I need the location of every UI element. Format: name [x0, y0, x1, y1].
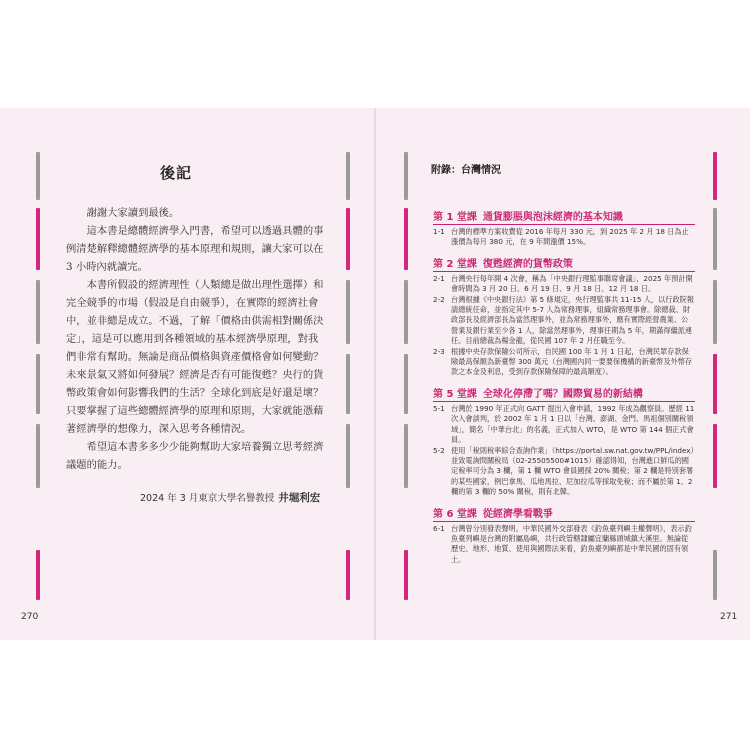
lesson-label: 第 1 堂課: [433, 212, 477, 223]
margin-marker: [346, 152, 350, 200]
section-title: 通貨膨脹與泡沫經濟的基本知識: [482, 212, 623, 223]
margin-marker: [404, 152, 408, 200]
section-heading: [433, 385, 695, 402]
note-item: [433, 404, 695, 446]
signature-name: 井堀利宏: [278, 492, 321, 504]
note-number: 2-1: [433, 273, 445, 283]
note-item: [433, 347, 695, 378]
margin-marker: [36, 550, 40, 600]
afterword-paragraph: 希望這本書多多少少能夠幫助大家培養獨立思考經濟議題的能力。: [66, 441, 324, 471]
note-text: 使用「稅則稅率綜合查詢作業」（https://portal.sw.nat.gov.tw/PPL/index）並致電詢問關稅局（02-25505500#1015）確認得知，台灣進口鮮瓜的國定稅率可分為 3 欄，第 1 欄 WTO 會員國採 20% 關稅；第 2 欄是特別套署的某些國家，例巴拿馬、瓜地馬拉、尼加拉瓜等採取免稅；而不屬於第 1、2 欄的第 3 欄的 50% 關稅，則有北韓。: [451, 445, 695, 497]
margin-marker: [404, 280, 408, 344]
note-number: 2-2: [433, 294, 445, 304]
lesson-label: 第 5 堂課: [433, 388, 477, 400]
page-number-left: 270: [21, 612, 39, 622]
afterword-paragraph: 謝謝大家讀到最後。: [86, 207, 180, 219]
note-number: 5-2: [433, 445, 445, 455]
note-text: 台灣央行每年開 4 次會，稱為「中央銀行理監事聯席會議」，2025 年預計開會時間為 3 月 20 日、6 月 19 日、9 月 18 日、12 月 18 日。: [451, 273, 693, 294]
margin-marker: [713, 550, 717, 600]
margin-marker: [404, 208, 408, 270]
section-heading: [433, 208, 695, 225]
section-title: 全球化停滯了嗎？國際貿易的新結構: [482, 388, 643, 400]
margin-marker: [36, 208, 40, 270]
afterword-title: 後記: [160, 164, 193, 182]
note-number: 6-1: [433, 523, 445, 533]
note-item: [433, 295, 695, 347]
note-number: 1-1: [433, 227, 445, 236]
margin-marker: [346, 208, 350, 270]
book-spread: [0, 108, 750, 640]
margin-marker: [404, 550, 408, 600]
note-text: 台灣的標準方案收費從 2016 年每月 330 元，到 2025 年 2 月 18 日為止漲價為每月 380 元，在 9 年間漲價 15%。: [451, 227, 689, 247]
lesson-label: 第 6 堂課: [433, 508, 477, 520]
margin-marker: [713, 208, 717, 270]
note-number: 2-3: [433, 346, 445, 356]
margin-marker: [36, 152, 40, 200]
note-item: [433, 274, 695, 295]
afterword-paragraph: 本書所假設的經濟理性（人類總是做出理性選擇）和完全競爭的市場（假設是自由競爭），在實際的經濟社會中，並非總是成立。不過，了解「價格由供需相對關係決定」，這是可以應用到各種領域的基本經濟學原理，對我們非常有幫助。無論是商品價格與資產價格會如何變動？未來景氣又將如何發展？經濟是否有可能復甦？央行的貨幣政策會如何影響我們的生活？全球化到底是好還是壞？只要掌握了這些總體經濟學的原理和原則，大家就能憑藉著經濟學的想像力，深入思考各種情況。: [66, 279, 324, 435]
margin-marker: [36, 424, 40, 488]
appendix-content: [433, 208, 695, 565]
note-text: 台灣曾分別發表聲明。中華民國外交部發表《釣魚臺列嶼主權聲明》，表示釣魚臺列嶼是台灣的附屬島嶼，共行政管轄隸屬宜蘭縣頭城鎮大溪里。無論從歷史、地形、地質、使用與國際法來看，釣魚臺列嶼都是中華民國的固有領土。: [451, 523, 692, 564]
margin-marker: [713, 152, 717, 200]
margin-marker: [713, 280, 717, 344]
note-number: 5-1: [433, 403, 445, 413]
margin-marker: [713, 354, 717, 414]
margin-marker: [346, 424, 350, 488]
section-title: 從經濟學看戰爭: [482, 508, 553, 520]
margin-marker: [36, 280, 40, 344]
signature-affiliation: 2024 年 3 月東京大學名譽教授: [140, 493, 275, 504]
margin-marker: [404, 424, 408, 488]
margin-marker: [346, 280, 350, 344]
lesson-label: 第 2 堂課: [433, 258, 477, 270]
afterword-body: [66, 204, 328, 474]
section-heading: [433, 505, 695, 522]
note-item: [433, 227, 695, 248]
section-heading: [433, 255, 695, 272]
left-page: [0, 108, 375, 640]
margin-marker: [36, 354, 40, 414]
afterword-paragraph: 這本書是總體經濟學入門書，希望可以透過具體的事例清楚解釋總體經濟學的基本原理和規則，讓大家可以在 3 小時內就讀完。: [66, 225, 324, 273]
margin-marker: [346, 354, 350, 414]
note-text: 根據中央存款保險公司所示，自民國 100 年 1 月 1 日起，台灣民眾存款保險最高保額為新臺幣 300 萬元（台灣國內同一要要保機構的新臺幣及外幣存款之本金及利息，受到存款保險保障的最高額度）。: [451, 346, 693, 377]
section-title: 復甦經濟的貨幣政策: [482, 258, 573, 270]
note-item: [433, 524, 695, 566]
page-number-right: 271: [720, 612, 738, 622]
right-page: [375, 108, 750, 640]
margin-marker: [346, 550, 350, 600]
margin-marker: [404, 354, 408, 414]
margin-marker: [713, 424, 717, 488]
note-text: 台灣根據《中央銀行法》第 5 條規定，央行理監事共 11-15 人，以行政院報請總統任命，並指定其中 5-7 人為常務理事，組織常務理事會。除總裁、財政部長及經濟部長為當然理事外，並為常務理事外，應有實際經營農業、公營業及銀行業至少各 1 人，除當然理事外，理事任期為 5 年，期滿得繼派連任。目前總裁為楊金龍，從民國 107 年 2 月任職至今。: [451, 294, 695, 346]
signature: [140, 490, 340, 505]
note-text: 台灣於 1990 年正式向 GATT 提出入會申請，1992 年成為觀察員。歷經 11 次入會談判，於 2002 年 1 月 1 日以「台灣、澎湖、金門、馬祖個別關稅領域」，簡名「中華台北」的名義，正式加入 WTO，是 WTO 第 144 個正式會員。: [451, 403, 695, 445]
note-item: [433, 446, 695, 498]
appendix-title: 附錄：台灣情況: [431, 165, 501, 176]
